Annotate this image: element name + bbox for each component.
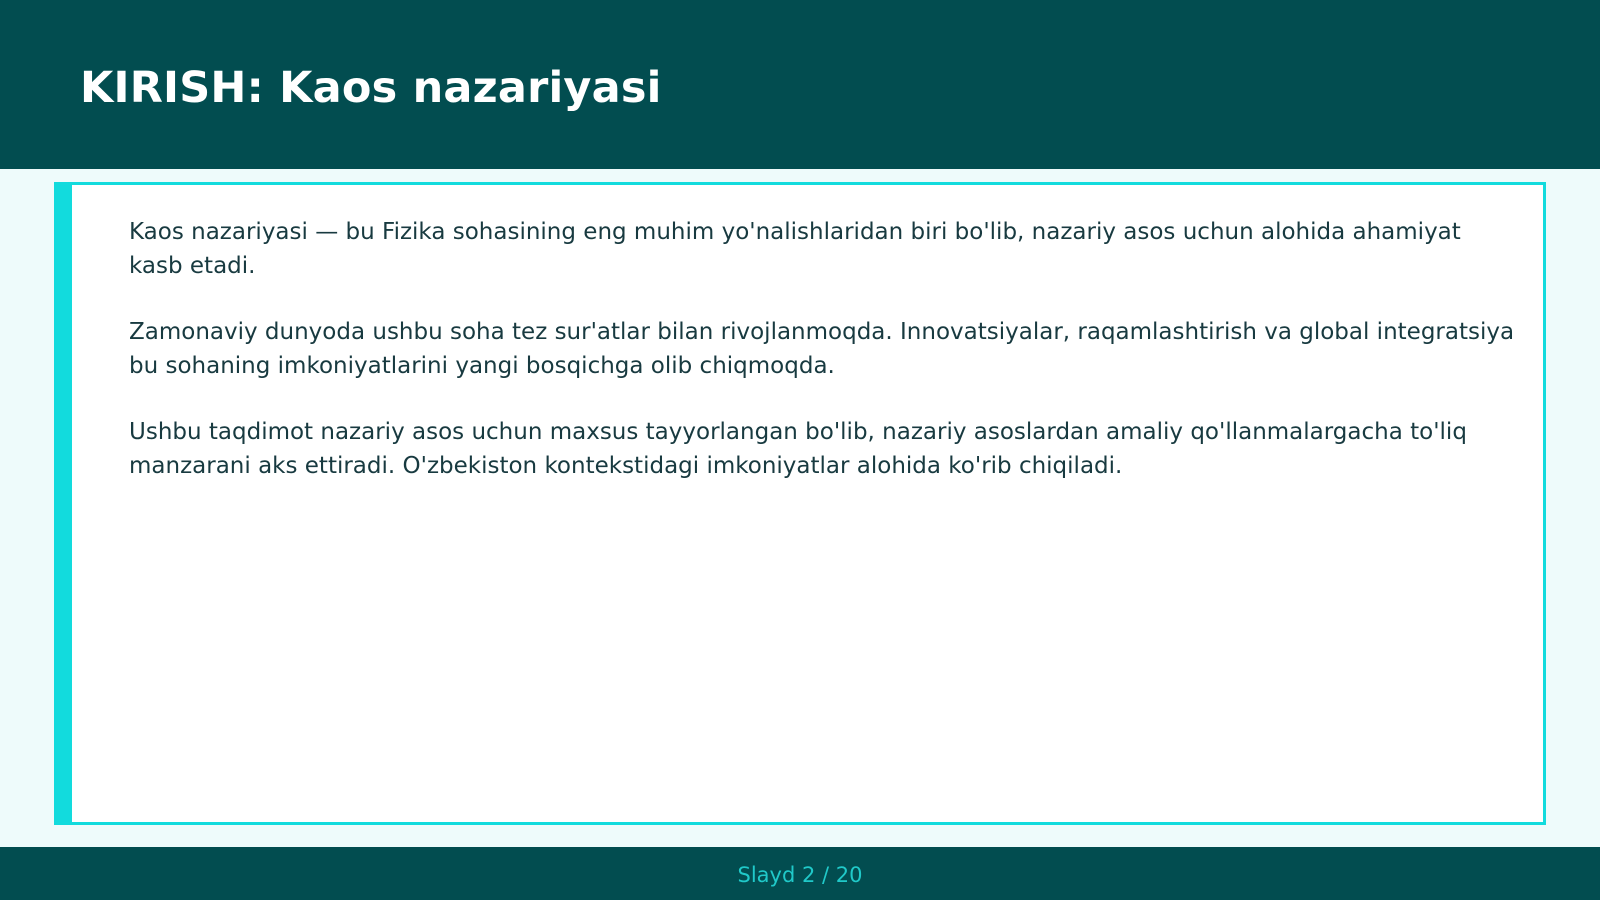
content-card <box>54 182 1546 825</box>
slide-title: KIRISH: Kaos nazariyasi <box>80 63 662 113</box>
content-text <box>129 215 1519 515</box>
paragraph-introduction: Kaos nazariyasi — bu Fizika sohasining eng muhim yo'nalishlaridan biri bo'lib, nazariy asos uchun alohida ahamiyat kasb etadi. <box>129 219 1461 279</box>
paragraph-presentation-purpose: Ushbu taqdimot nazariy asos uchun maxsus tayyorlangan bo'lib, nazariy asoslardan amaliy qo'llanmalargacha to'liq manzarani aks ettiradi. O'zbekiston kontekstidagi imkoniyatlar alohida ko'rib chiqiladi. <box>129 419 1467 479</box>
slide-number: Slayd 2 / 20 <box>737 863 863 887</box>
paragraph-modern-world: Zamonaviy dunyoda ushbu soha tez sur'atlar bilan rivojlanmoqda. Innovatsiyalar, raqamlashtirish va global integratsiya bu sohaning imkoniyatlarini yangi bosqichga olib chiqmoqda. <box>129 319 1515 379</box>
slide-footer <box>0 847 1600 900</box>
slide-header <box>0 0 1600 169</box>
